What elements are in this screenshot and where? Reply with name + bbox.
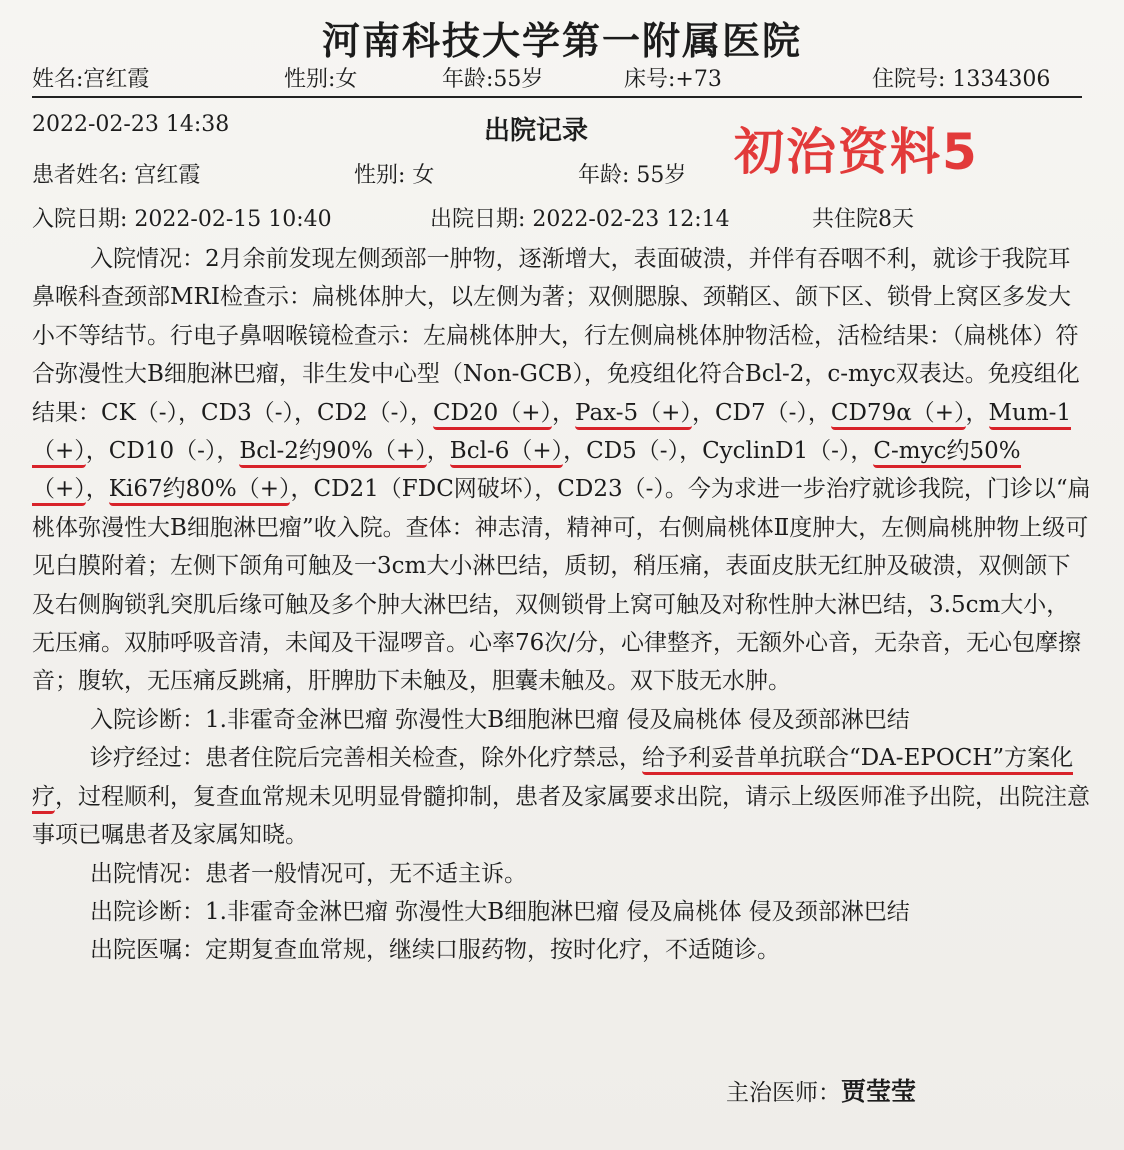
record-body <box>32 240 1092 970</box>
treatment-paragraph <box>32 739 1092 854</box>
physician-signature <box>726 1072 916 1108</box>
header-name: 姓名:宫红霞 <box>32 67 150 92</box>
admission-paragraph <box>32 240 1092 701</box>
header-gender: 性别:女 <box>284 67 358 92</box>
info-admit-date: 入院日期: 2022-02-15 10:40 <box>32 207 332 232</box>
marker-bcl6: Bcl-6（+） <box>450 438 563 468</box>
marker-pax5: Pax-5（+） <box>575 400 692 430</box>
separator: ， <box>426 438 450 465</box>
signature-name: 贾莹莹 <box>841 1077 917 1106</box>
marker-cd20: CD20（+） <box>433 400 552 430</box>
info-discharge-date: 出院日期: 2022-02-23 12:14 <box>430 207 730 232</box>
discharge-status: 出院情况：患者一般情况可，无不适主诉。 <box>90 860 527 887</box>
info-total-days: 共住院8天 <box>812 207 914 232</box>
marker-cmyc: C-myc约50%（+） <box>32 438 1021 506</box>
separator: ，CD5（-），CyclinD1（-）， <box>563 438 874 465</box>
info-patient-name: 患者姓名: 宫红霞 <box>32 163 201 188</box>
patient-header <box>32 60 1082 98</box>
header-bed: 床号:+73 <box>624 67 722 92</box>
discharge-orders: 出院医嘱：定期复查血常规，继续口服药物，按时化疗，不适随诊。 <box>90 937 780 964</box>
separator: ，CD7（-）， <box>691 399 831 426</box>
info-age: 年龄: 55岁 <box>578 163 687 188</box>
marker-bcl2: Bcl-2约90%（+） <box>239 438 426 468</box>
hospital-name: 河南科技大学第一附属医院 <box>321 18 802 63</box>
discharge-diagnosis: 出院诊断：1.非霍奇金淋巴瘤 弥漫性大B细胞淋巴瘤 侵及扁桃体 侵及颈部淋巴结 <box>90 898 910 925</box>
separator: ，CD10（-）， <box>85 438 240 465</box>
header-admission-no: 住院号: 1334306 <box>872 67 1051 92</box>
marker-cd79a: CD79α（+） <box>831 400 966 430</box>
treatment-regimen: 给予利妥昔单抗联合“DA-EPOCH”方案化疗 <box>32 745 1073 813</box>
stamp-label: 初治资料5 <box>734 123 979 181</box>
marker-mum1: Mum-1（+） <box>32 400 1071 468</box>
admission-text-2: ，CD21（FDC网破坏），CD23（-）。今为求进一步治疗就诊我院，门诊以“扁桃体弥漫性大B细胞淋巴瘤”收入院。查体：神志清，精神可，右侧扁桃体Ⅱ度肿大，左侧扁桃肿物上级可见白膜附着；左侧下颌角可触及一3cm大小淋巴结，质韧，稍压痛，表面皮肤无红肿及破溃，双侧颌下及右侧胸锁乳突肌后缘可触及多个肿大淋巴结，双侧锁骨上窝可触及对称性肿大淋巴结，3.5cm大小，无压痛。双肺呼吸音清，未闻及干湿啰音。心率76次/分，心律整齐，无额外心音，无杂音，无心包摩擦音；腹软，无压痛反跳痛，肝脾肋下未触及，胆囊未触及。双下肢无水肿。 <box>32 476 1091 695</box>
record-title: 出院记录 <box>484 116 589 146</box>
marker-ki67: Ki67约80%（+） <box>109 476 291 506</box>
separator: ， <box>85 476 109 503</box>
separator: ， <box>552 399 576 426</box>
header-age: 年龄:55岁 <box>442 67 544 92</box>
admission-text-1: 入院情况：2月余前发现左侧颈部一肿物，逐渐增大，表面破溃，并伴有吞咽不利，就诊于我院耳鼻喉科查颈部MRI检查示：扁桃体肿大，以左侧为著；双侧腮腺、颈鞘区、颌下区、锁骨上窝区多发大小不等结节。行电子鼻咽喉镜检查示：左扁桃体肿大，行左侧扁桃体肿物活检，活检结果：（扁桃体）符合弥漫性大B细胞淋巴瘤，非生发中心型（Non-GCB），免疫组化符合Bcl-2，c-myc双表达。免疫组化结果：CK（-），CD3（-），CD2（-）， <box>32 246 1080 426</box>
info-gender: 性别: 女 <box>354 163 435 188</box>
treatment-text-1: 诊疗经过：患者住院后完善相关检查，除外化疗禁忌， <box>90 745 642 772</box>
record-time: 2022-02-23 14:38 <box>32 112 230 137</box>
treatment-text-2: ，过程顺利，复查血常规未见明显骨髓抑制，患者及家属要求出院，请示上级医师准予出院，出院注意事项已嘱患者及家属知晓。 <box>32 783 1090 849</box>
separator: ， <box>965 399 989 426</box>
signature-label: 主治医师： <box>726 1080 841 1106</box>
admission-diagnosis: 入院诊断：1.非霍奇金淋巴瘤 弥漫性大B细胞淋巴瘤 侵及扁桃体 侵及颈部淋巴结 <box>90 706 910 733</box>
